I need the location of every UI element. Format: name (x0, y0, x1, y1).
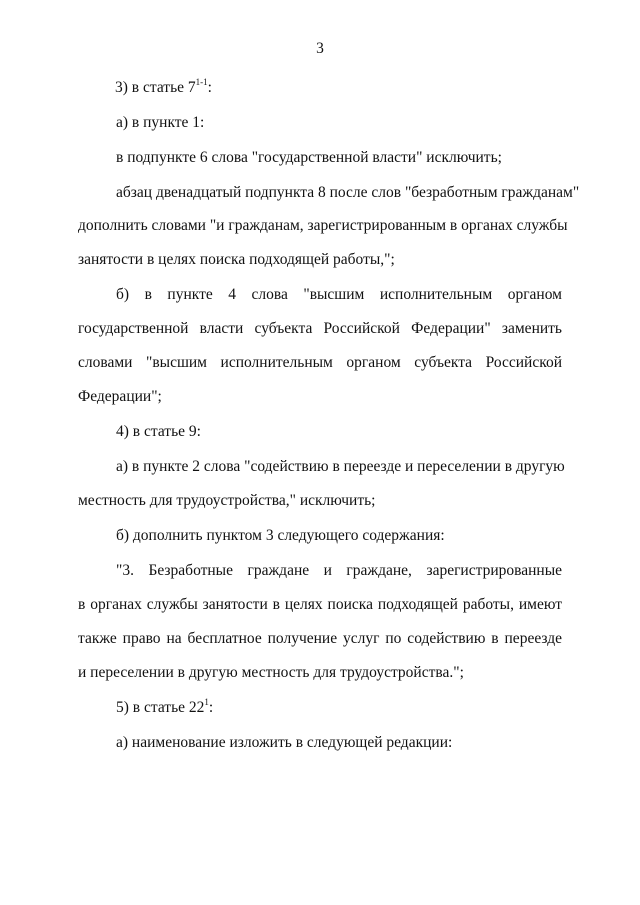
paragraph-line: в подпункте 6 слова "государственной власти" исключить; (116, 149, 502, 166)
paragraph-line: "3. Безработные граждане и граждане, зарегистрированные (116, 562, 562, 579)
paragraph-line: в органах службы занятости в целях поиска подходящей работы, имеют (78, 596, 562, 613)
paragraph-line: а) в пункте 2 слова "содействию в переезде и переселении в другую (116, 458, 565, 475)
paragraph-line: а) в пункте 1: (116, 114, 205, 131)
paragraph-line: местность для трудоустройства," исключить; (78, 492, 376, 509)
page-number: 3 (316, 40, 324, 57)
paragraph-line: государственной власти субъекта Российской Федерации" заменить (78, 320, 562, 337)
paragraph-line: б) дополнить пунктом 3 следующего содержания: (116, 527, 445, 544)
paragraph-line (115, 78, 212, 98)
paragraph-line: Федерации"; (78, 388, 162, 405)
article-ref-text: 3) в статье 7 (115, 79, 196, 96)
paragraph-line: и переселении в другую местность для трудоустройства."; (78, 664, 464, 681)
paragraph-line: абзац двенадцатый подпункта 8 после слов "безработным гражданам" (116, 184, 580, 201)
paragraph-line: также право на бесплатное получение услуг по содействию в переезде (78, 630, 562, 647)
superscript: 1-1 (195, 76, 208, 87)
paragraph-line: занятости в целях поиска подходящей работы,"; (78, 251, 395, 268)
paragraph-line: а) наименование изложить в следующей редакции: (116, 734, 453, 751)
paragraph-line: дополнить словами "и гражданам, зарегистрированным в органах службы (78, 217, 568, 234)
paragraph-line: словами "высшим исполнительным органом субъекта Российской (78, 354, 562, 371)
paragraph-line: 4) в статье 9: (116, 423, 201, 440)
colon: : (207, 79, 212, 96)
paragraph-line: б) в пункте 4 слова "высшим исполнительным органом (116, 286, 562, 303)
article-ref-text: 5) в статье 22 (116, 699, 205, 716)
paragraph-line (116, 698, 213, 718)
superscript: 1 (204, 696, 209, 707)
colon: : (208, 699, 214, 716)
